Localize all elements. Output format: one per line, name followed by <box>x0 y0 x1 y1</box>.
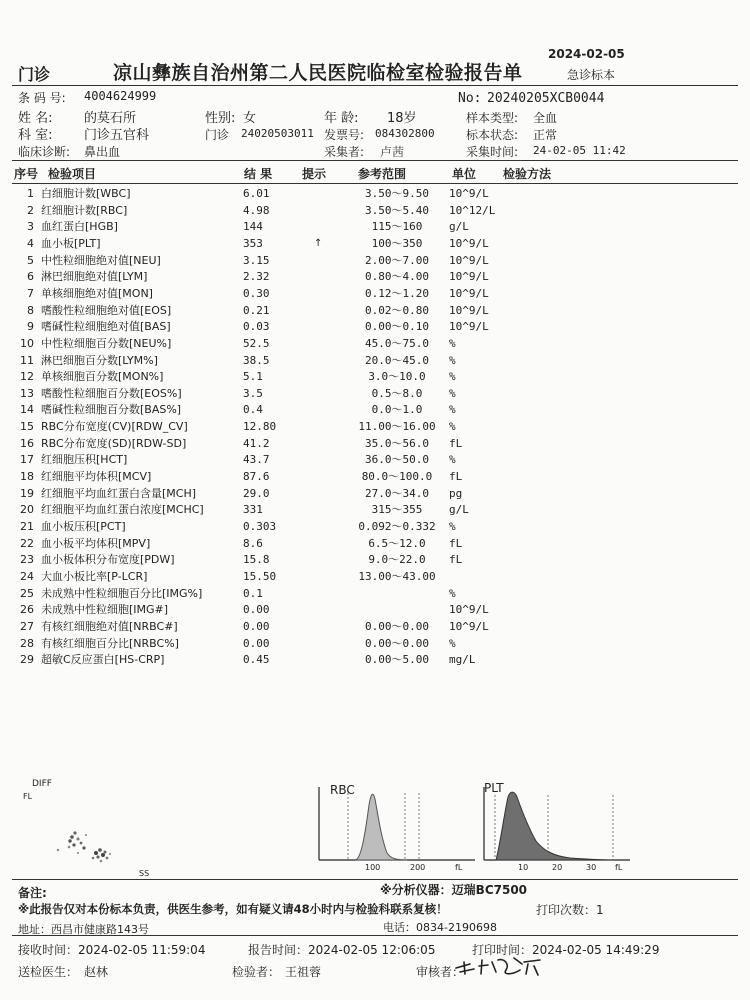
table-row <box>12 269 712 286</box>
test-item-name: 红细胞计数[RBC] <box>41 203 128 217</box>
table-row <box>12 486 712 503</box>
table-row <box>12 586 712 603</box>
test-item-name: 大血小板比率[P-LCR] <box>41 569 148 583</box>
collect-time-label: 采集时间: <box>466 145 519 159</box>
age-label: 年 龄: <box>324 111 359 126</box>
row-number: 5 <box>27 253 34 267</box>
row-number: 12 <box>20 370 34 384</box>
table-row <box>12 253 712 270</box>
row-number: 18 <box>20 470 34 484</box>
test-result: 0.00 <box>243 603 270 617</box>
table-row <box>12 186 712 203</box>
test-result: 3.15 <box>243 253 270 267</box>
row-number: 9 <box>27 320 34 334</box>
reference-range: 3.50～9.50 <box>365 187 429 200</box>
test-item-name: 中性粒细胞百分数[NEU%] <box>41 336 172 350</box>
test-result: 8.6 <box>243 536 263 550</box>
test-item-name: RBC分布宽度(CV)[RDW_CV] <box>41 420 188 434</box>
test-result: 0.1 <box>243 586 263 600</box>
reference-range: 9.0～22.0 <box>368 553 426 567</box>
plt-unit-label: fL <box>615 863 623 872</box>
inspector-name: 王祖蓉 <box>285 965 322 979</box>
row-number: 22 <box>20 536 34 550</box>
test-result: 2.32 <box>243 270 270 284</box>
print-count: 打印次数：1 <box>536 903 604 917</box>
col-header-method: 检验方法 <box>503 167 552 181</box>
test-item-name: 红细胞平均体积[MCV] <box>41 470 152 484</box>
footer-rule <box>12 879 738 880</box>
rbc-distribution-curve <box>355 794 407 860</box>
diff-dots <box>57 831 111 862</box>
test-result: 0.00 <box>243 636 270 650</box>
table-row <box>12 536 712 553</box>
diff-scatter-plot <box>12 775 312 885</box>
inspector-label: 检验者： <box>232 965 281 979</box>
table-row <box>12 569 712 586</box>
table-row <box>12 336 712 353</box>
receive-time: 接收时间：2024-02-05 11:59:04 <box>18 943 206 957</box>
test-result: 331 <box>243 503 263 517</box>
test-result: 43.7 <box>243 453 270 467</box>
reference-range: 0.0～1.0 <box>371 403 423 417</box>
row-number: 19 <box>20 486 34 500</box>
result-unit: fL <box>449 536 463 550</box>
table-top-rule <box>12 160 738 161</box>
row-number: 20 <box>20 503 34 517</box>
test-item-name: 血小板体积分布宽度[PDW] <box>41 553 175 567</box>
table-row <box>12 502 712 519</box>
row-number: 3 <box>27 220 34 234</box>
reference-range: 0.00～0.00 <box>365 636 429 650</box>
row-number: 24 <box>20 569 34 583</box>
diff-y-axis-label: FL <box>23 792 33 801</box>
test-item-name: 淋巴细胞百分数[LYM%] <box>41 353 158 367</box>
reference-range: 100～350 <box>371 236 423 250</box>
test-result: 0.303 <box>243 520 277 533</box>
age-value: 18岁 <box>387 111 417 126</box>
test-item-name: 有核红细胞百分比[NRBC%] <box>41 636 179 650</box>
test-result: 29.0 <box>243 486 270 500</box>
doctor-name: 赵林 <box>84 965 109 979</box>
row-number: 4 <box>27 236 34 250</box>
col-header-result: 结 果 <box>244 167 273 181</box>
clinic-number: 24020503011 <box>241 127 314 140</box>
row-number: 27 <box>20 619 34 633</box>
test-result: 0.4 <box>243 403 263 417</box>
table-row <box>12 602 712 619</box>
test-result: 0.21 <box>243 303 270 317</box>
plt-tick-10: 10 <box>518 863 529 872</box>
test-item-name: 超敏C反应蛋白[HS-CRP] <box>41 653 165 667</box>
row-number: 6 <box>27 270 34 284</box>
result-unit: fL <box>449 436 463 450</box>
table-row <box>12 386 712 403</box>
report-no-value: 20240205XCB0044 <box>487 91 605 106</box>
reviewer-label: 审核者： <box>416 965 465 979</box>
diagnosis-label: 临床诊断: <box>18 145 71 159</box>
rbc-tick-200: 200 <box>410 863 426 872</box>
result-unit: 10^9/L <box>449 603 489 617</box>
test-item-name: 白细胞计数[WBC] <box>41 187 131 200</box>
result-unit: fL <box>449 470 463 484</box>
test-item-name: 血小板压积[PCT] <box>41 520 126 533</box>
patient-name: 的莫石所 <box>84 111 137 126</box>
collector-value: 卢茜 <box>380 145 405 159</box>
test-item-name: 淋巴细胞绝对值[LYM] <box>41 270 148 284</box>
reference-range: 0.02～0.80 <box>365 303 429 317</box>
result-unit: % <box>449 520 456 533</box>
row-number: 17 <box>20 453 34 467</box>
reference-range: 115～160 <box>371 220 423 234</box>
test-result: 5.1 <box>243 370 263 384</box>
reference-range: 45.0～75.0 <box>365 336 429 350</box>
table-row <box>12 452 712 469</box>
result-unit: 10^9/L <box>449 236 489 250</box>
diagnosis-value: 鼻出血 <box>84 145 121 159</box>
result-unit: % <box>449 586 456 600</box>
test-result: 15.8 <box>243 553 270 567</box>
test-item-name: 嗜酸性粒细胞绝对值[EOS] <box>41 303 172 317</box>
barcode-label: 条 码 号: <box>18 91 66 105</box>
test-item-name: 红细胞平均血红蛋白含量[MCH] <box>41 486 197 500</box>
rbc-unit-label: fL <box>455 863 463 872</box>
urgent-label: 急诊标本 <box>567 68 616 82</box>
test-item-name: 嗜碱性粒细胞绝对值[BAS] <box>41 320 171 334</box>
gender-label: 性别: <box>205 111 236 126</box>
reference-range: 11.00～16.00 <box>358 420 436 434</box>
result-unit: % <box>449 370 456 384</box>
plt-distribution-curve <box>496 792 615 860</box>
row-number: 15 <box>20 420 34 434</box>
test-result: 353 <box>243 236 263 250</box>
doctor-label: 送检医生： <box>18 965 79 979</box>
table-row <box>12 402 712 419</box>
test-result: 12.80 <box>243 420 277 434</box>
reference-range: 0.092～0.332 <box>358 520 436 533</box>
reference-range: 0.00～0.00 <box>365 619 429 633</box>
test-item-name: 红细胞压积[HCT] <box>41 453 128 467</box>
result-unit: 10^9/L <box>449 253 489 267</box>
test-item-name: RBC分布宽度(SD)[RDW-SD] <box>41 436 187 450</box>
histogram-area <box>12 775 738 885</box>
table-row <box>12 236 712 253</box>
reference-range: 36.0～50.0 <box>365 453 429 467</box>
test-item-name: 血小板平均体积[MPV] <box>41 536 151 550</box>
row-number: 14 <box>20 403 34 417</box>
gender-value: 女 <box>243 111 257 126</box>
dept-value: 门诊五官科 <box>84 128 150 143</box>
reference-range: 0.12～1.20 <box>365 286 429 300</box>
analyzer-note: ※分析仪器：迈瑞BC7500 <box>380 883 528 897</box>
collector-label: 采集者: <box>324 145 365 159</box>
test-item-name: 单核细胞百分数[MON%] <box>41 370 164 384</box>
plt-histogram-title: PLT <box>484 781 504 795</box>
row-number: 10 <box>20 336 34 350</box>
table-row <box>12 636 712 653</box>
report-title: 凉山彝族自治州第二人民医院临检室检验报告单 <box>113 62 523 84</box>
result-unit: % <box>449 636 456 650</box>
result-unit: mg/L <box>449 653 476 667</box>
row-number: 8 <box>27 303 34 317</box>
test-result: 6.01 <box>243 187 270 200</box>
diff-x-axis-label: SS <box>139 869 150 878</box>
report-no-label: No: <box>458 91 482 106</box>
hospital-address: 地址：西昌市健康路143号 <box>18 923 149 936</box>
reference-range: 20.0～45.0 <box>365 353 429 367</box>
test-item-name: 有核红细胞绝对值[NRBC#] <box>41 619 178 633</box>
test-result: 0.45 <box>243 653 270 667</box>
sample-type-value: 全血 <box>533 111 558 125</box>
disclaimer-note: ※此报告仅对本份标本负责，供医生参考，如有疑义请48小时内与检验科联系复核！ <box>18 902 448 916</box>
table-row <box>12 369 712 386</box>
result-unit: 10^12/L <box>449 203 496 217</box>
sample-status-label: 标本状态: <box>466 128 519 142</box>
result-unit: % <box>449 353 456 367</box>
table-row <box>12 353 712 370</box>
reference-range: 2.00～7.00 <box>365 253 429 267</box>
name-label: 姓 名: <box>18 111 53 126</box>
row-number: 21 <box>20 520 34 533</box>
test-item-name: 中性粒细胞绝对值[NEU] <box>41 253 161 267</box>
test-result: 0.00 <box>243 619 270 633</box>
row-number: 28 <box>20 636 34 650</box>
reference-range: 35.0～56.0 <box>365 436 429 450</box>
table-row <box>12 286 712 303</box>
col-header-no: 序号 <box>14 167 39 181</box>
test-item-name: 血小板[PLT] <box>41 236 101 250</box>
invoice-value: 084302800 <box>375 127 435 140</box>
sample-status-value: 正常 <box>533 128 558 142</box>
table-row <box>12 319 712 336</box>
table-row <box>12 619 712 636</box>
col-header-item: 检验项目 <box>48 167 97 181</box>
result-unit: % <box>449 453 456 467</box>
test-result: 41.2 <box>243 436 270 450</box>
dept-label: 科 室: <box>18 128 53 143</box>
reference-range: 315～355 <box>371 503 423 517</box>
test-item-name: 嗜碱性粒细胞百分数[BAS%] <box>41 403 182 417</box>
test-result: 87.6 <box>243 470 270 484</box>
collect-time-value: 24-02-05 11:42 <box>533 144 626 157</box>
col-header-flag: 提示 <box>302 167 327 181</box>
result-unit: % <box>449 420 456 434</box>
result-unit: 10^9/L <box>449 187 489 200</box>
clinic-label: 门诊 <box>205 128 230 142</box>
row-number: 11 <box>20 353 34 367</box>
rbc-tick-100: 100 <box>365 863 381 872</box>
invoice-label: 发票号: <box>324 128 365 142</box>
table-row <box>12 219 712 236</box>
reference-range: 0.80～4.00 <box>365 270 429 284</box>
reference-range: 13.00～43.00 <box>358 569 436 583</box>
table-row <box>12 469 712 486</box>
reference-range: 6.5～12.0 <box>368 536 426 550</box>
print-time: 打印时间：2024-02-05 14:49:29 <box>472 943 660 957</box>
result-unit: % <box>449 336 456 350</box>
table-row <box>12 652 712 669</box>
plt-tick-30: 30 <box>586 863 597 872</box>
result-unit: 10^9/L <box>449 286 489 300</box>
result-unit: 10^9/L <box>449 320 489 334</box>
result-unit: g/L <box>449 220 469 234</box>
rbc-histogram-title: RBC <box>330 783 355 797</box>
test-result: 144 <box>243 220 263 234</box>
result-unit: 10^9/L <box>449 303 489 317</box>
test-item-name: 红细胞平均血红蛋白浓度[MCHC] <box>41 503 204 517</box>
report-time: 报告时间：2024-02-05 12:06:05 <box>248 943 436 957</box>
table-header-rule <box>12 183 738 184</box>
col-header-unit: 单位 <box>452 167 477 181</box>
test-result: 4.98 <box>243 203 270 217</box>
reference-range: 3.0～10.0 <box>368 370 426 384</box>
test-result: 52.5 <box>243 336 270 350</box>
table-row <box>12 203 712 220</box>
test-result: 15.50 <box>243 569 277 583</box>
reference-range: 80.0～100.0 <box>361 470 433 484</box>
reference-range: 3.50～5.40 <box>365 203 429 217</box>
row-number: 7 <box>27 286 34 300</box>
test-item-name: 嗜酸性粒细胞百分数[EOS%] <box>41 386 182 400</box>
report-date: 2024-02-05 <box>548 47 625 61</box>
row-number: 16 <box>20 436 34 450</box>
abnormal-flag: ↑ <box>314 237 323 249</box>
plt-tick-20: 20 <box>552 863 563 872</box>
table-row <box>12 519 712 536</box>
test-result: 38.5 <box>243 353 270 367</box>
table-row <box>12 552 712 569</box>
row-number: 25 <box>20 586 34 600</box>
table-row <box>12 303 712 320</box>
test-result: 3.5 <box>243 386 263 400</box>
table-row <box>12 436 712 453</box>
result-unit: % <box>449 386 456 400</box>
result-unit: fL <box>449 553 463 567</box>
row-number: 2 <box>27 203 34 217</box>
row-number: 23 <box>20 553 34 567</box>
table-row <box>12 419 712 436</box>
reference-range: 0.00～0.10 <box>365 320 429 334</box>
reference-range: 27.0～34.0 <box>365 486 429 500</box>
remarks-label: 备注: <box>18 886 47 900</box>
reference-range: 0.00～5.00 <box>365 653 429 667</box>
barcode-value: 4004624999 <box>84 89 157 103</box>
test-result: 0.30 <box>243 286 270 300</box>
result-unit: 10^9/L <box>449 270 489 284</box>
test-item-name: 单核细胞绝对值[MON] <box>41 286 153 300</box>
row-number: 13 <box>20 386 34 400</box>
header-rule <box>12 85 738 86</box>
sample-type-label: 样本类型: <box>466 111 519 125</box>
result-unit: pg <box>449 486 463 500</box>
result-unit: 10^9/L <box>449 619 489 633</box>
result-unit: g/L <box>449 503 469 517</box>
reference-range: 0.5～8.0 <box>371 386 423 400</box>
row-number: 29 <box>20 653 34 667</box>
test-item-name: 未成熟中性粒细胞百分比[IMG%] <box>41 586 203 600</box>
row-number: 26 <box>20 603 34 617</box>
department-label: 门诊 <box>18 65 51 84</box>
row-number: 1 <box>27 187 34 200</box>
test-item-name: 未成熟中性粒细胞[IMG#] <box>41 603 169 617</box>
test-result: 0.03 <box>243 320 270 334</box>
diff-plot-title: DIFF <box>32 779 52 789</box>
footer-time-rule <box>12 935 738 936</box>
test-item-name: 血红蛋白[HGB] <box>41 220 118 234</box>
result-unit: % <box>449 403 456 417</box>
reviewer-signature <box>452 950 547 980</box>
hospital-phone: 电话：0834-2190698 <box>383 921 497 934</box>
col-header-ref: 参考范围 <box>358 167 407 181</box>
